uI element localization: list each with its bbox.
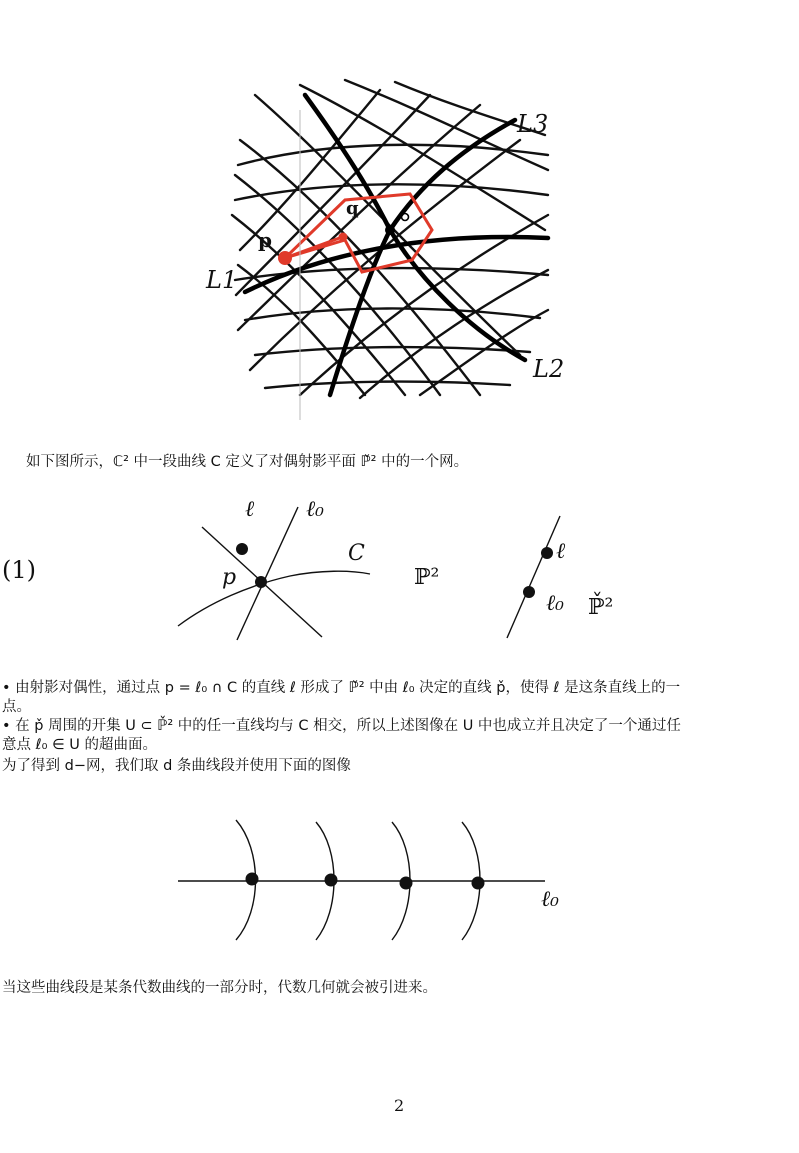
- label-ell0-bottom: ℓ₀: [541, 887, 559, 912]
- intersection-1: [246, 873, 259, 886]
- label-L3: L3: [517, 110, 549, 138]
- figure-tag: (1): [2, 556, 36, 584]
- label-ell: ℓ: [245, 497, 255, 522]
- label-ell0-right: ℓ₀: [546, 591, 564, 616]
- bullet-2-line-1: • 在 p̌ 周围的开集 U ⊂ ℙ̌² 中的任一直线均与 C 相交，所以上述图像在 U 中也成立并且决定了一个通过任: [2, 718, 681, 734]
- intersection-4: [472, 877, 485, 890]
- label-C: C: [348, 541, 365, 566]
- intersection-3: [400, 877, 413, 890]
- bullet-1-line-2: 点。: [2, 699, 31, 715]
- label-P2dual: ℙ̌²: [588, 595, 614, 620]
- label-q: q: [346, 198, 359, 219]
- bullet-1-line-1: • 由射影对偶性，通过点 p = ℓ₀ ∩ C 的直线 ℓ 形成了 ℙ̌² 中由 ℓ₀ 决定的直线 p̌，使得 ℓ 是这条直线上的一: [2, 680, 681, 696]
- intersection-2: [325, 874, 338, 887]
- label-p-dual: p: [222, 565, 237, 590]
- label-ell0: ℓ₀: [306, 497, 324, 522]
- bullet-2-line-2: 意点 ℓ₀ ∈ U 的超曲面。: [2, 737, 157, 753]
- paragraph-d-web: 为了得到 d−网，我们取 d 条曲线段并使用下面的图像: [2, 758, 351, 774]
- label-L2: L2: [533, 355, 565, 383]
- label-ell-right: ℓ: [556, 539, 566, 564]
- paragraph-algebraic: 当这些曲线段是某条代数曲线的一部分时，代数几何就会被引进来。: [2, 980, 437, 996]
- label-L1: L1: [206, 266, 238, 294]
- page-number: 2: [394, 1096, 405, 1115]
- paragraph-intro: 如下图所示，ℂ² 中一段曲线 C 定义了对偶射影平面 ℙ̌² 中的一个网。: [26, 454, 469, 470]
- label-P2: ℙ²: [414, 565, 440, 590]
- label-p: p: [258, 228, 272, 252]
